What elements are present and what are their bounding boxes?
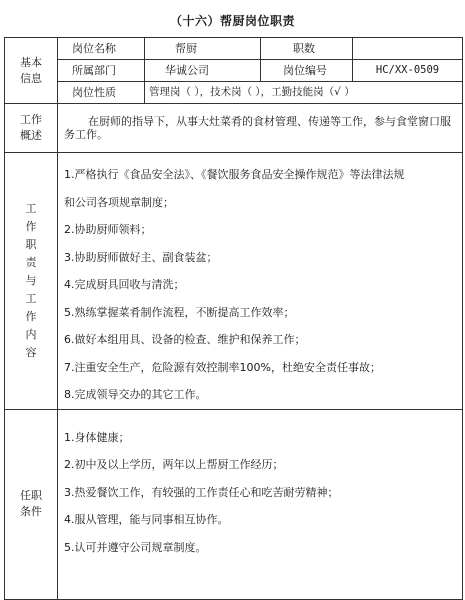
requirements-list bbox=[58, 409, 463, 599]
position-type-value: 管理岗（ ），技术岗（ ），工勤技能岗（√ ） bbox=[145, 82, 463, 104]
overview-text: 在厨师的指导下，从事大灶菜肴的食材管理、传递等工作，参与食堂窗口服务工作。 bbox=[58, 104, 463, 153]
duty-item: 8.完成领导交办的其它工作。 bbox=[64, 388, 207, 401]
duty-item: 4.完成厨具回收与清洗； bbox=[64, 278, 185, 291]
basic-info-label-cell bbox=[5, 38, 58, 104]
requirement-item: 3.热爱餐饮工作，有较强的工作责任心和吃苦耐劳精神； bbox=[64, 485, 339, 499]
requirements-label: 任职条件 bbox=[20, 489, 42, 518]
duties-list bbox=[58, 153, 463, 410]
position-code-label: 岗位编号 bbox=[261, 60, 353, 82]
overview-label-cell bbox=[5, 104, 58, 153]
row-overview bbox=[5, 104, 463, 153]
overview-label: 工作概述 bbox=[20, 113, 42, 142]
requirement-item: 1.身体健康； bbox=[64, 430, 130, 444]
duty-item: 3.协助厨师做好主、副食装盆； bbox=[64, 250, 218, 264]
position-name-value: 帮厨 bbox=[145, 38, 261, 60]
requirement-item: 4.服从管理，能与同事相互协作。 bbox=[64, 513, 229, 526]
position-type-label: 岗位性质 bbox=[58, 82, 145, 104]
row-department bbox=[5, 60, 463, 82]
duty-item: 6.做好本组用具、设备的检查、维护和保养工作； bbox=[64, 333, 306, 346]
staff-count-label: 职数 bbox=[261, 38, 353, 60]
basic-info-label: 基本信息 bbox=[20, 55, 42, 85]
row-requirements bbox=[5, 409, 463, 599]
duty-item: 1.严格执行《食品安全法》、《餐饮服务食品安全操作规范》等法律法规 bbox=[64, 168, 405, 181]
duties-label-cell bbox=[5, 153, 58, 410]
duty-item: 7.注重安全生产，危险源有效控制率100%，杜绝安全责任事故； bbox=[64, 360, 381, 374]
requirement-item: 5.认可并遵守公司规章制度。 bbox=[64, 540, 207, 554]
row-duties bbox=[5, 153, 463, 410]
requirements-label-cell bbox=[5, 409, 58, 599]
requirement-item: 2.初中及以上学历，两年以上帮厨工作经历； bbox=[64, 458, 284, 471]
duty-item: 和公司各项规章制度； bbox=[64, 195, 174, 209]
position-name-label: 岗位名称 bbox=[58, 38, 145, 60]
row-position-type bbox=[5, 82, 463, 104]
department-label: 所属部门 bbox=[58, 60, 145, 82]
row-position-name bbox=[5, 38, 463, 60]
staff-count-value bbox=[353, 38, 463, 60]
job-description-table bbox=[4, 37, 463, 600]
document-title: （十六）帮厨岗位职责 bbox=[169, 14, 295, 28]
duty-item: 2.协助厨师领料； bbox=[64, 223, 152, 236]
position-code-value: HC/XX-0509 bbox=[353, 60, 463, 82]
department-value: 华诚公司 bbox=[145, 60, 261, 82]
duty-item: 5.熟练掌握菜肴制作流程，不断提高工作效率； bbox=[64, 305, 295, 319]
duties-label: 工作职责与工作内容 bbox=[25, 201, 37, 359]
